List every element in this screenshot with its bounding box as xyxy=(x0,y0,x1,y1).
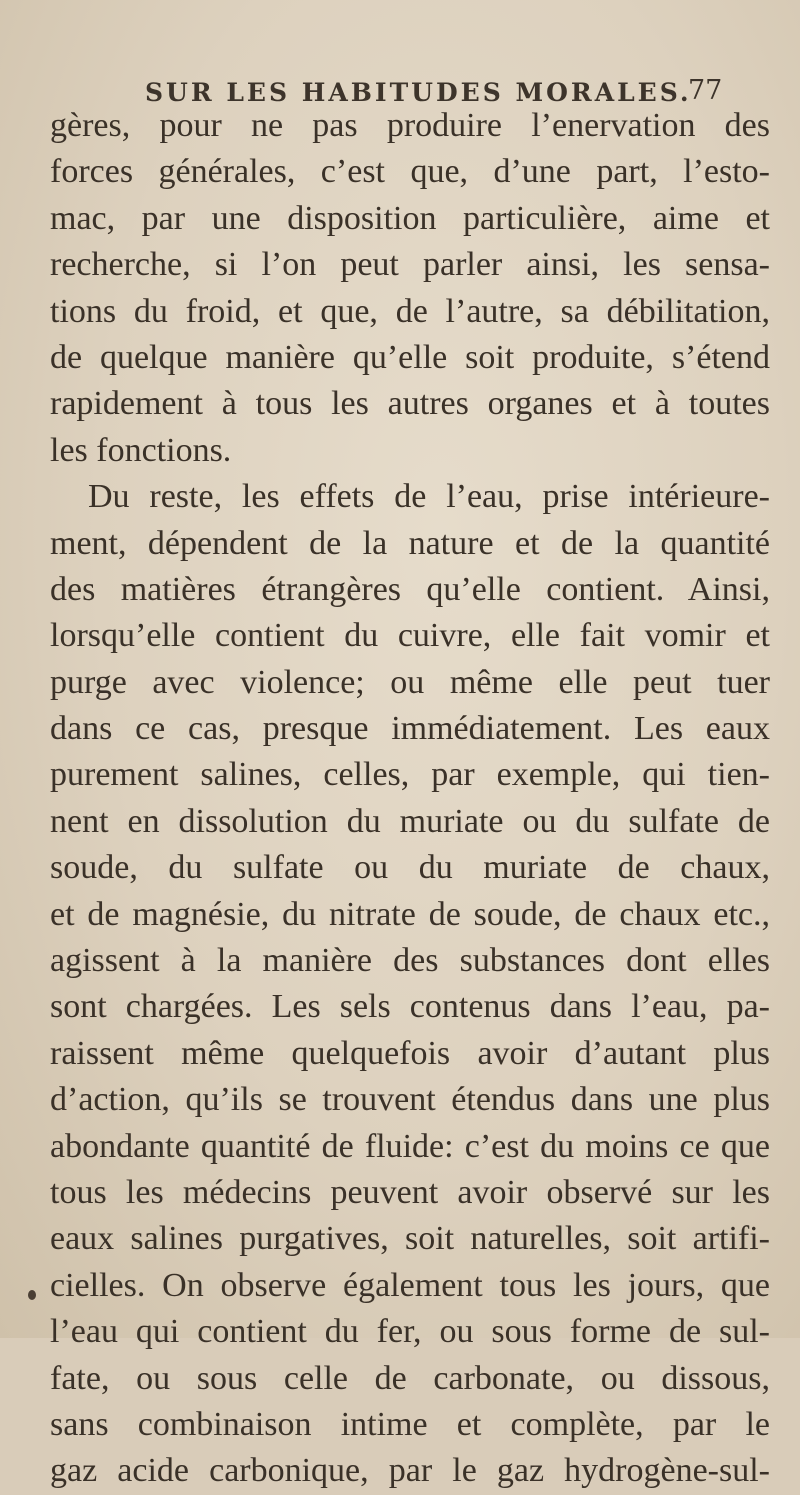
text-line: mac, par une disposition particulière, aime et xyxy=(50,199,770,237)
paragraph-start-line: Du reste, les effets de l’eau, prise intérieure- xyxy=(88,478,770,516)
text-line: recherche, si l’on peut parler ainsi, les sensa- xyxy=(50,246,770,284)
text-line: abondante quantité de fluide: c’est du moins ce que xyxy=(50,1127,770,1165)
text-line: ment, dépendent de la nature et de la quantité xyxy=(50,524,770,562)
text-line: nent en dissolution du muriate ou du sulfate de xyxy=(50,802,770,840)
text-line: raissent même quelquefois avoir d’autant plus xyxy=(50,1034,770,1072)
paragraph-end-line: les fonctions. xyxy=(50,431,232,469)
text-line: soude, du sulfate ou du muriate de chaux, xyxy=(50,849,770,887)
text-line: fate, ou sous celle de carbonate, ou dissous, xyxy=(50,1359,770,1397)
text-line: des matières étrangères qu’elle contient. Ainsi, xyxy=(50,570,770,608)
page-number: 77 xyxy=(688,75,723,106)
text-line: forces générales, c’est que, d’une part, l’esto- xyxy=(50,153,770,191)
text-line: rapidement à tous les autres organes et à toutes xyxy=(50,385,770,423)
text-line: purge avec violence; ou même elle peut tuer xyxy=(50,663,770,701)
text-line: gères, pour ne pas produire l’enervation des xyxy=(50,107,770,144)
text-line: l’eau qui contient du fer, ou sous forme de sul- xyxy=(50,1313,770,1351)
text-line: sont chargées. Les sels contenus dans l’eau, pa- xyxy=(50,988,770,1026)
text-line: et de magnésie, du nitrate de soude, de chaux etc., xyxy=(50,895,770,933)
ink-speck xyxy=(28,1290,36,1300)
running-header: SUR LES HABITUDES MORALES. xyxy=(145,78,692,107)
text-line: dans ce cas, presque immédiatement. Les eaux xyxy=(50,710,770,748)
text-line: sans combinaison intime et complète, par le xyxy=(50,1405,770,1443)
text-line: eaux salines purgatives, soit naturelles, soit artifi- xyxy=(50,1220,770,1258)
body-text xyxy=(50,103,770,1495)
text-line: d’action, qu’ils se trouvent étendus dans une plus xyxy=(50,1081,770,1119)
text-line: lorsqu’elle contient du cuivre, elle fait vomir et xyxy=(50,617,770,655)
text-line: de quelque manière qu’elle soit produite, s’étend xyxy=(50,338,770,376)
text-line: purement salines, celles, par exemple, qui tien- xyxy=(50,756,770,794)
text-line: agissent à la manière des substances dont elles xyxy=(50,942,770,980)
text-line: tions du froid, et que, de l’autre, sa débilitation, xyxy=(50,292,770,330)
text-line: cielles. On observe également tous les jours, que xyxy=(50,1266,770,1304)
text-line: tous les médecins peuvent avoir observé sur les xyxy=(50,1173,770,1211)
text-line: gaz acide carbonique, par le gaz hydrogène-sul- xyxy=(50,1452,770,1490)
